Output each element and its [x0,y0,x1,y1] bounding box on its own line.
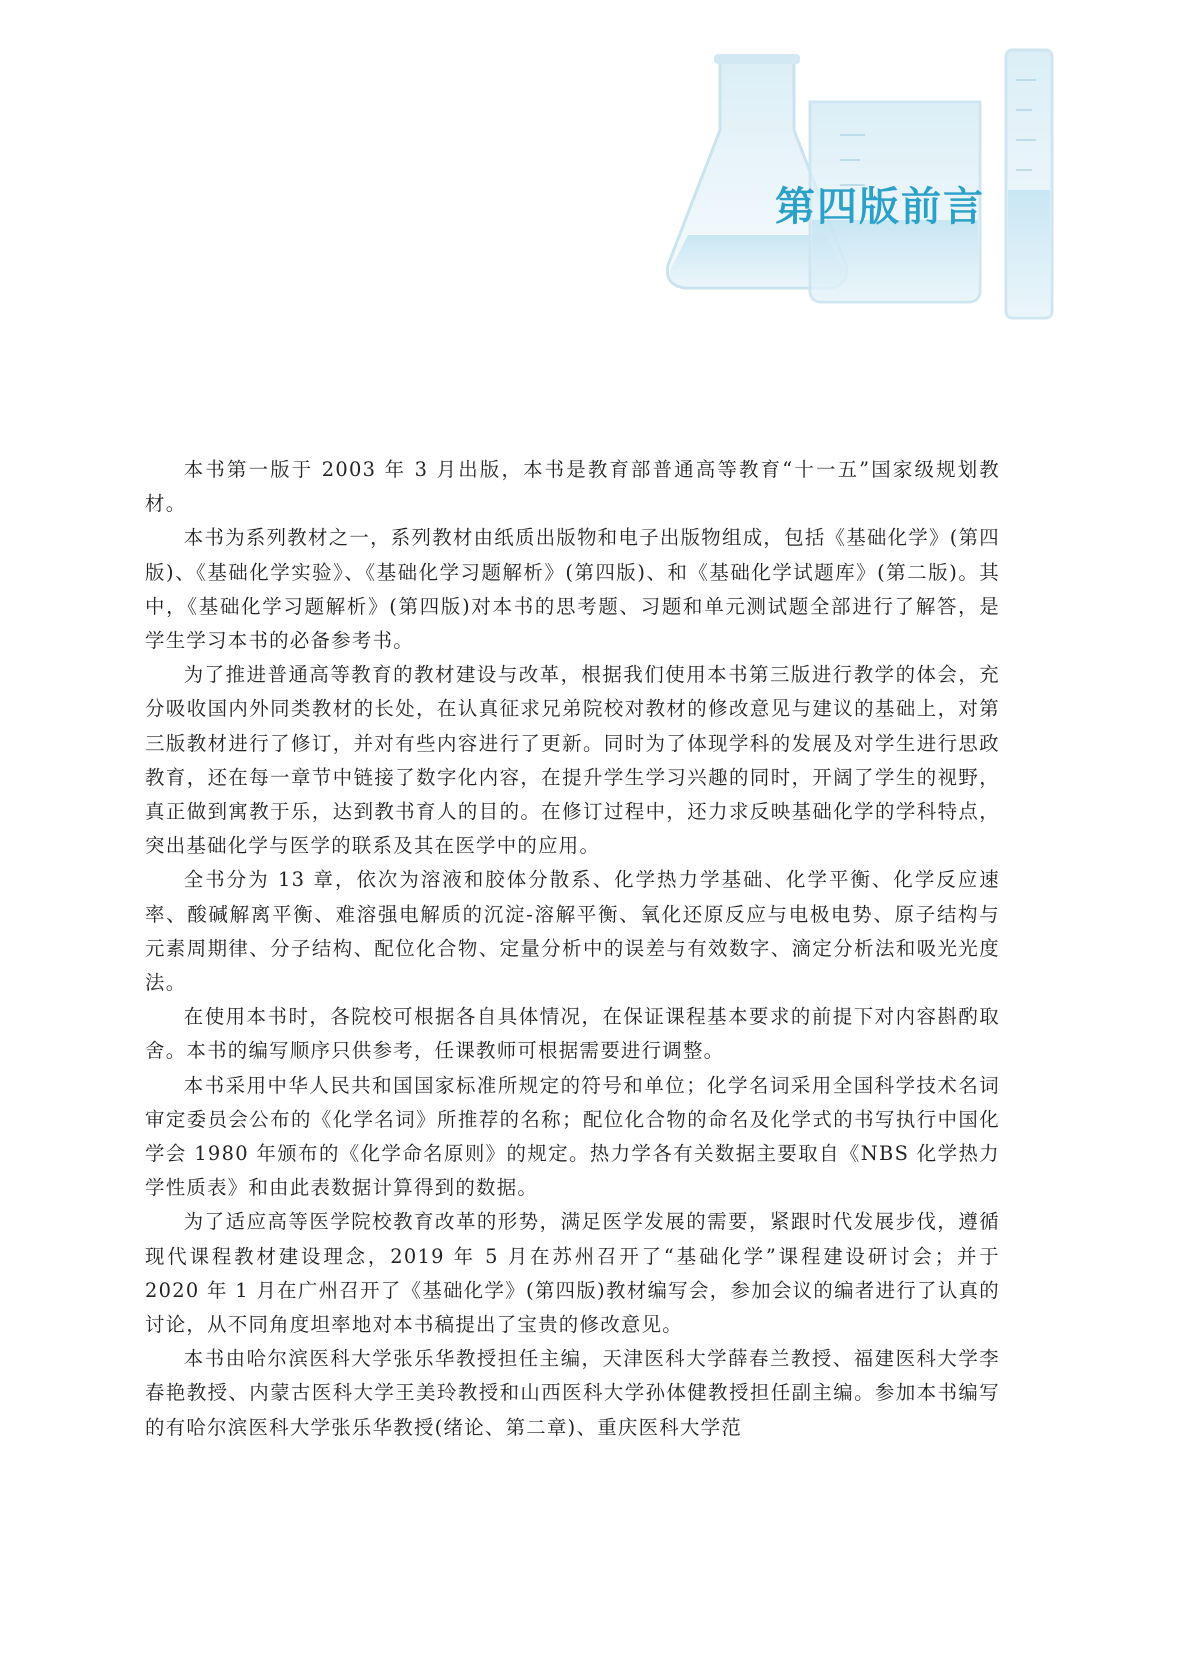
graduated-cylinder-icon [1006,50,1052,318]
paragraph: 本书由哈尔滨医科大学张乐华教授担任主编，天津医科大学薛春兰教授、福建医科大学李春艳教授、内蒙古医科大学王美玲教授和山西医科大学孙体健教授担任副主编。参加本书编写的有哈尔滨医科大学张乐华教授(绪论、第二章)、重庆医科大学范 [145,1347,1000,1439]
preface-body [145,453,1000,1445]
paragraph: 在使用本书时，各院校可根据各自具体情况，在保证课程基本要求的前提下对内容斟酌取舍。本书的编写顺序只供参考，任课教师可根据需要进行调整。 [145,1005,1000,1063]
paragraph: 为了推进普通高等教育的教材建设与改革，根据我们使用本书第三版进行教学的体会，充分吸收国内外同类教材的长处，在认真征求兄弟院校对教材的修改意见与建议的基础上，对第三版教材进行了修订，并对有些内容进行了更新。同时为了体现学科的发展及对学生进行思政教育，还在每一章节中链接了数字化内容，在提升学生学习兴趣的同时，开阔了学生的视野，真正做到寓教于乐，达到教书育人的目的。在修订过程中，还力求反映基础化学的学科特点，突出基础化学与医学的联系及其在医学中的应用。 [145,663,1000,858]
paragraph: 本书第一版于 2003 年 3 月出版，本书是教育部普通高等教育“十一五”国家级规划教材。 [145,458,1000,516]
paragraph: 本书为系列教材之一，系列教材由纸质出版物和电子出版物组成，包括《基础化学》(第四版)、《基础化学实验》、《基础化学习题解析》(第四版)、和《基础化学试题库》(第二版)。其中，《基础化学习题解析》(第四版)对本书的思考题、习题和单元测试题全部进行了解答，是学生学习本书的必备参考书。 [145,526,1000,653]
paragraph: 全书分为 13 章，依次为溶液和胶体分散系、化学热力学基础、化学平衡、化学反应速率、酸碱解离平衡、难溶强电解质的沉淀-溶解平衡、氧化还原反应与电极电势、原子结构与元素周期律、分子结构、配位化合物、定量分析中的误差与有效数字、滴定分析法和吸光光度法。 [145,868,1000,995]
paragraph: 本书采用中华人民共和国国家标准所规定的符号和单位；化学名词采用全国科学技术名词审定委员会公布的《化学名词》所推荐的名称；配位化合物的命名及化学式的书写执行中国化学会 1980 年颁布的《化学命名原则》的规定。热力学各有关数据主要取自《NBS 化学热力学性质表》和由此表数据计算得到的数据。 [145,1073,1000,1200]
page-title: 第四版前言 [775,183,985,230]
paragraph: 为了适应高等医学院校教育改革的形势，满足医学发展的需要，紧跟时代发展步伐，遵循现代课程教材建设理念，2019 年 5 月在苏州召开了“基础化学”课程建设研讨会；并于 2020 年 1 月在广州召开了《基础化学》(第四版)教材编写会，参加会议的编者进行了认真的讨论，从不同角度坦率地对本书稿提出了宝贵的修改意见。 [145,1210,1000,1337]
